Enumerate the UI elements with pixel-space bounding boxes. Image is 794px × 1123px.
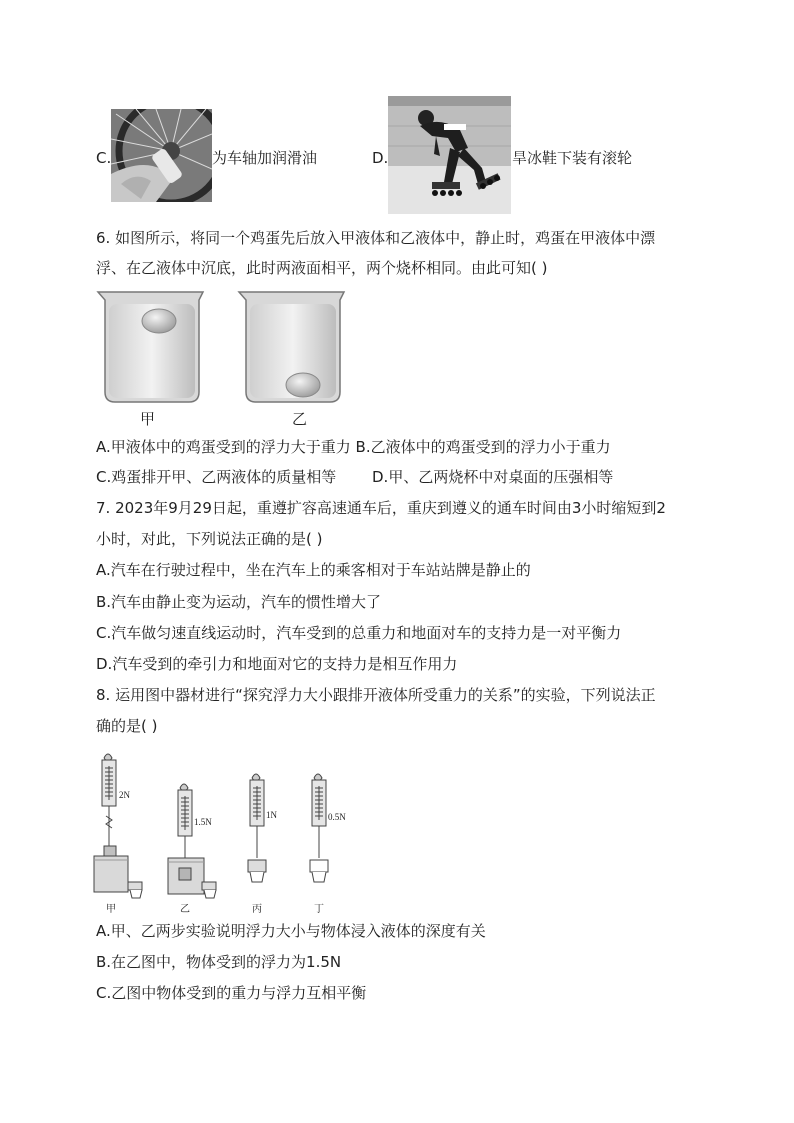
option-c-label: C. [96,149,112,167]
option-c-text: 为车轴加润滑油 [212,149,318,167]
q7-option-b: B.汽车由静止变为运动，汽车的惯性增大了 [96,593,382,611]
q7-stem-line2: 小时，对此，下列说法正确的是( ) [96,530,323,548]
label-bing: 丙 [252,904,262,915]
option-d-text: 旱冰鞋下装有滚轮 [512,149,633,167]
q6-stem-line2: 浮、在乙液体中沉底，此时两液面相平，两个烧杯相同。由此可知( ) [96,259,548,277]
q8-option-a: A.甲、乙两步实验说明浮力大小与物体浸入液体的深度有关 [96,922,486,940]
q7-option-d: D.汽车受到的牵引力和地面对它的支持力是相互作用力 [96,655,458,673]
setup-jia [94,754,142,898]
reading-ding: 0.5N [328,812,346,822]
beakers-figure [93,288,353,406]
reading-jia: 2N [119,790,130,800]
beaker-yi-label: 乙 [292,410,308,428]
q6-option-c: C.鸡蛋排开甲、乙两液体的质量相等 [96,468,337,486]
label-ding: 丁 [314,904,324,915]
setup-bing [248,774,266,882]
beaker-yi [239,292,344,402]
setup-yi [168,784,216,898]
q8-option-c: C.乙图中物体受到的重力与浮力互相平衡 [96,984,367,1002]
q6-stem-line1: 6. 如图所示，将同一个鸡蛋先后放入甲液体和乙液体中，静止时，鸡蛋在甲液体中漂 [96,229,656,247]
q6-option-d: D.甲、乙两烧杯中对桌面的压强相等 [372,468,614,486]
q7-option-a: A.汽车在行驶过程中，坐在汽车上的乘客相对于车站站牌是静止的 [96,561,531,579]
reading-bing: 1N [266,810,277,820]
option-d-label: D. [372,149,389,167]
label-jia: 甲 [106,904,116,915]
beaker-jia [98,292,203,402]
setup-ding [310,774,328,882]
q6-option-ab: A.甲液体中的鸡蛋受到的浮力大于重力 B.乙液体中的鸡蛋受到的浮力小于重力 [96,438,611,456]
q8-stem-line1: 8. 运用图中器材进行“探究浮力大小跟排开液体所受重力的关系”的实验，下列说法正 [96,686,656,704]
q8-option-b: B.在乙图中，物体受到的浮力为1.5N [96,953,342,971]
reading-yi: 1.5N [194,817,212,827]
q7-stem-line1: 7. 2023年9月29日起，重遵扩容高速通车后，重庆到遵义的通车时间由3小时缩短到2 [96,499,666,517]
roller-skater-photo [388,96,511,214]
beaker-jia-label: 甲 [140,410,156,428]
q7-option-c: C.汽车做匀速直线运动时，汽车受到的总重力和地面对车的支持力是一对平衡力 [96,624,622,642]
spring-scale-experiment-figure [90,740,380,905]
q8-stem-line2: 确的是( ) [96,717,158,735]
label-yi: 乙 [180,904,190,915]
bicycle-lubrication-photo [111,109,212,202]
